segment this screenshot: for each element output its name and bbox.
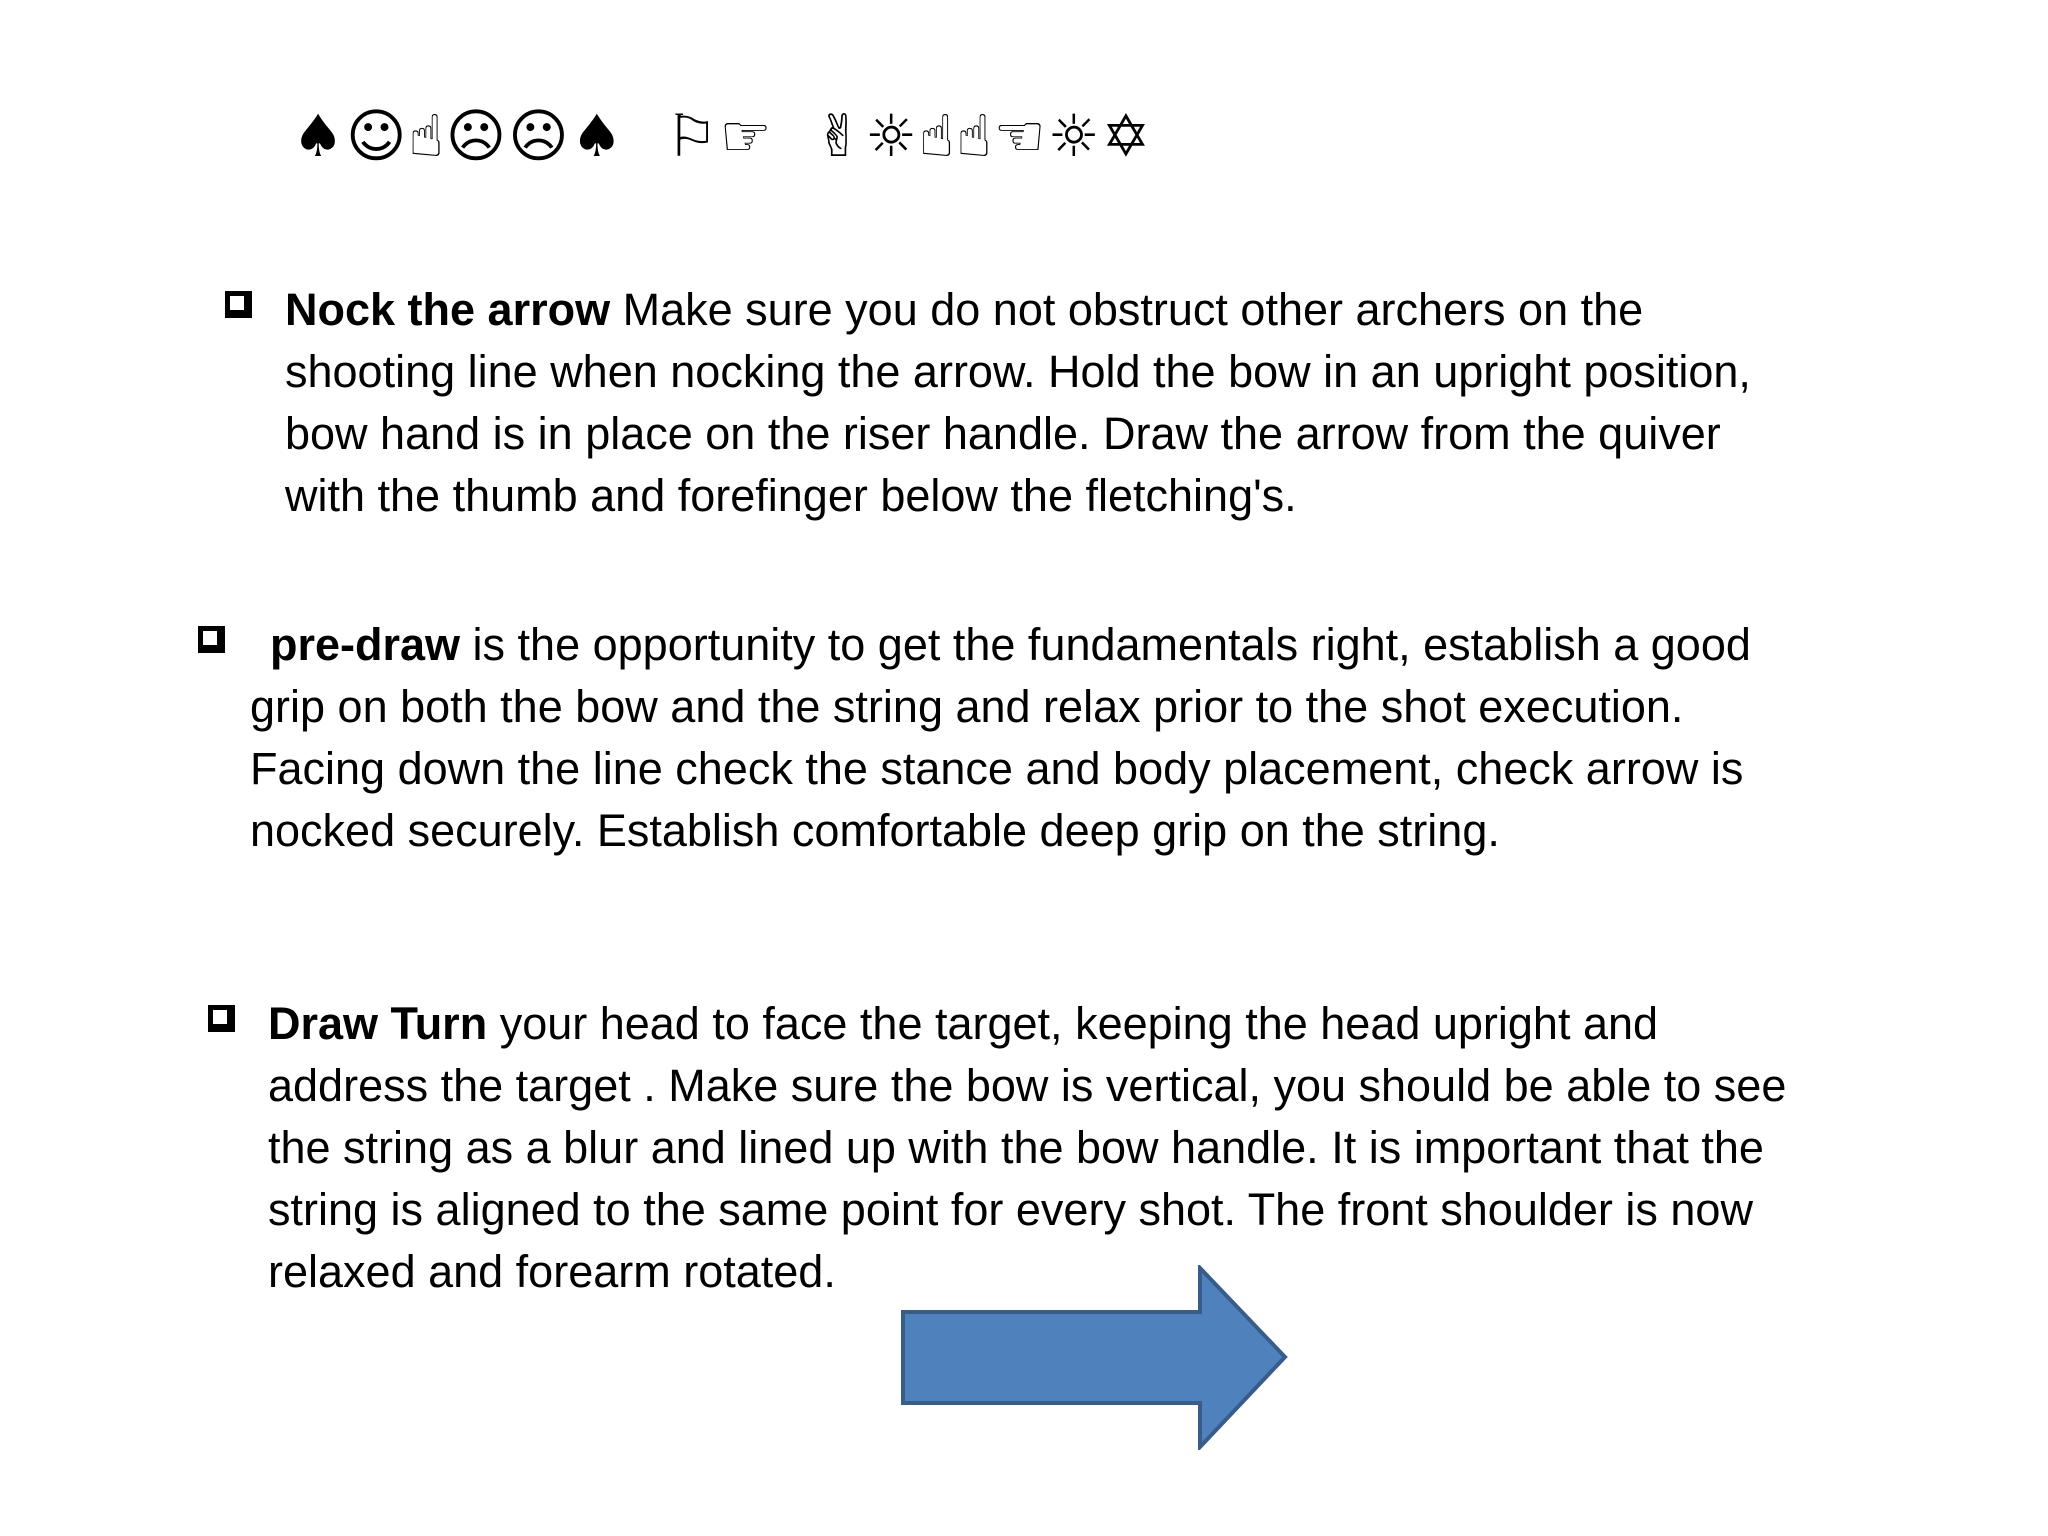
bullet-line (268, 993, 1908, 1055)
bullet-line: the string as a blur and lined up with the bow handle. It is important that the (268, 1122, 1764, 1173)
bullet-line: grip on both the bow and the string and relax prior to the shot execution. (250, 681, 1684, 732)
bullet-text (285, 279, 1865, 527)
bullet-line: relaxed and forearm rotated. (268, 1246, 836, 1297)
bullet-line-text: Make sure you do not obstruct other archers on the (610, 284, 1644, 335)
bullet-line: address the target . Make sure the bow is vertical, you should be able to see (268, 1060, 1787, 1111)
checkbox-bullet-icon (198, 626, 225, 653)
bullet-line (260, 614, 1880, 676)
bullet-line: with the thumb and forefinger below the fletching's. (285, 470, 1297, 521)
right-arrow-icon[interactable] (900, 1265, 1290, 1450)
checkbox-bullet-icon (208, 1005, 235, 1032)
bullet-line-text: your head to face the target, keeping the head upright and (487, 998, 1659, 1049)
bullet-line: shooting line when nocking the arrow. Hold the bow in an upright position, (285, 346, 1751, 397)
slide-title: ♠☺☝☹☹♠ ⚐☞ ✌☼☝☝☜☼✡ (292, 102, 1153, 170)
bullet-line: nocked securely. Establish comfortable deep grip on the string. (250, 805, 1500, 856)
bullet-text (268, 993, 1908, 1303)
checkbox-bullet-icon (225, 291, 252, 318)
bullet-term: Draw Turn (268, 998, 488, 1049)
bullet-term: pre-draw (270, 619, 461, 670)
bullet-term: Nock the arrow (285, 284, 611, 335)
bullet-line: Facing down the line check the stance and body placement, check arrow is (250, 743, 1744, 794)
bullet-text (250, 614, 1880, 862)
bullet-line: bow hand is in place on the riser handle. Draw the arrow from the quiver (285, 408, 1721, 459)
bullet-line-text: is the opportunity to get the fundamentals right, establish a good (460, 619, 1751, 670)
bullet-line: string is aligned to the same point for every shot. The front shoulder is now (268, 1184, 1753, 1235)
bullet-line (285, 279, 1865, 341)
arrow-shape (903, 1268, 1285, 1447)
